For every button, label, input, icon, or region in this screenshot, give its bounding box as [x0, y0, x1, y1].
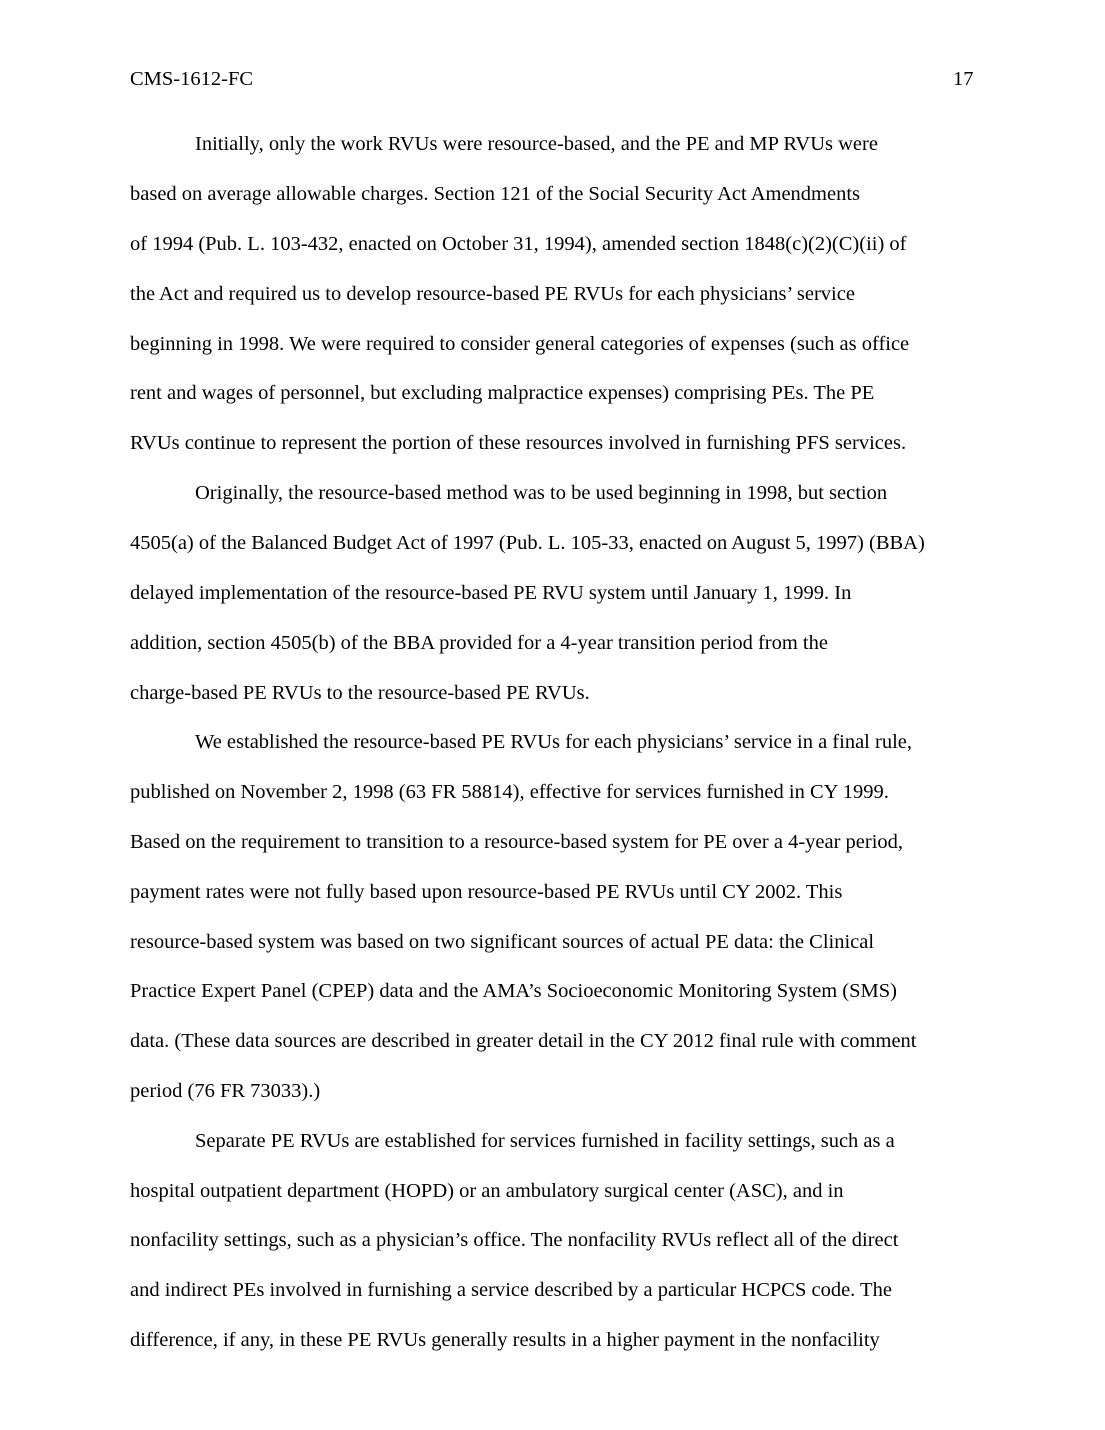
page-number: 17 [953, 68, 974, 90]
text-line: 4505(a) of the Balanced Budget Act of 1997 (Pub. L. 105-33, enacted on August 5, 1997) (BBA) [130, 532, 925, 554]
document-id: CMS-1612-FC [130, 68, 254, 90]
text-line: We established the resource-based PE RVUs for each physicians’ service in a final rule, [195, 731, 912, 753]
text-line: published on November 2, 1998 (63 FR 58814), effective for services furnished in CY 1999. [130, 781, 889, 803]
text-line: beginning in 1998. We were required to consider general categories of expenses (such as office [130, 333, 910, 355]
text-line: charge-based PE RVUs to the resource-based PE RVUs. [130, 682, 590, 704]
text-line: Initially, only the work RVUs were resource-based, and the PE and MP RVUs were [195, 133, 878, 155]
text-line: period (76 FR 73033).) [130, 1080, 321, 1102]
text-line: delayed implementation of the resource-based PE RVU system until January 1, 1999. In [130, 582, 852, 604]
text-line: payment rates were not fully based upon resource-based PE RVUs until CY 2002. This [130, 881, 843, 903]
text-line: Separate PE RVUs are established for services furnished in facility settings, such as a [195, 1130, 895, 1152]
text-line: difference, if any, in these PE RVUs generally results in a higher payment in the nonfacility [130, 1329, 880, 1351]
text-line: resource-based system was based on two significant sources of actual PE data: the Clinical [130, 931, 875, 953]
text-line: Based on the requirement to transition to a resource-based system for PE over a 4-year period, [130, 831, 904, 853]
text-line: nonfacility settings, such as a physician’s office. The nonfacility RVUs reflect all of the direct [130, 1229, 899, 1251]
text-line: addition, section 4505(b) of the BBA provided for a 4-year transition period from the [130, 632, 828, 654]
text-line: and indirect PEs involved in furnishing a service described by a particular HCPCS code. The [130, 1279, 892, 1301]
text-line: rent and wages of personnel, but excluding malpractice expenses) comprising PEs. The PE [130, 382, 875, 404]
text-line: hospital outpatient department (HOPD) or an ambulatory surgical center (ASC), and in [130, 1180, 844, 1202]
text-line: based on average allowable charges. Section 121 of the Social Security Act Amendments [130, 183, 861, 205]
text-line: Originally, the resource-based method was to be used beginning in 1998, but section [195, 482, 888, 504]
text-line: data. (These data sources are described in greater detail in the CY 2012 final rule with comment [130, 1030, 917, 1052]
text-line: Practice Expert Panel (CPEP) data and the AMA’s Socioeconomic Monitoring System (SMS) [130, 980, 897, 1002]
text-line: the Act and required us to develop resource-based PE RVUs for each physicians’ service [130, 283, 855, 305]
text-line: RVUs continue to represent the portion of these resources involved in furnishing PFS services. [130, 432, 907, 454]
text-line: of 1994 (Pub. L. 103-432, enacted on October 31, 1994), amended section 1848(c)(2)(C)(ii) of [130, 233, 907, 255]
